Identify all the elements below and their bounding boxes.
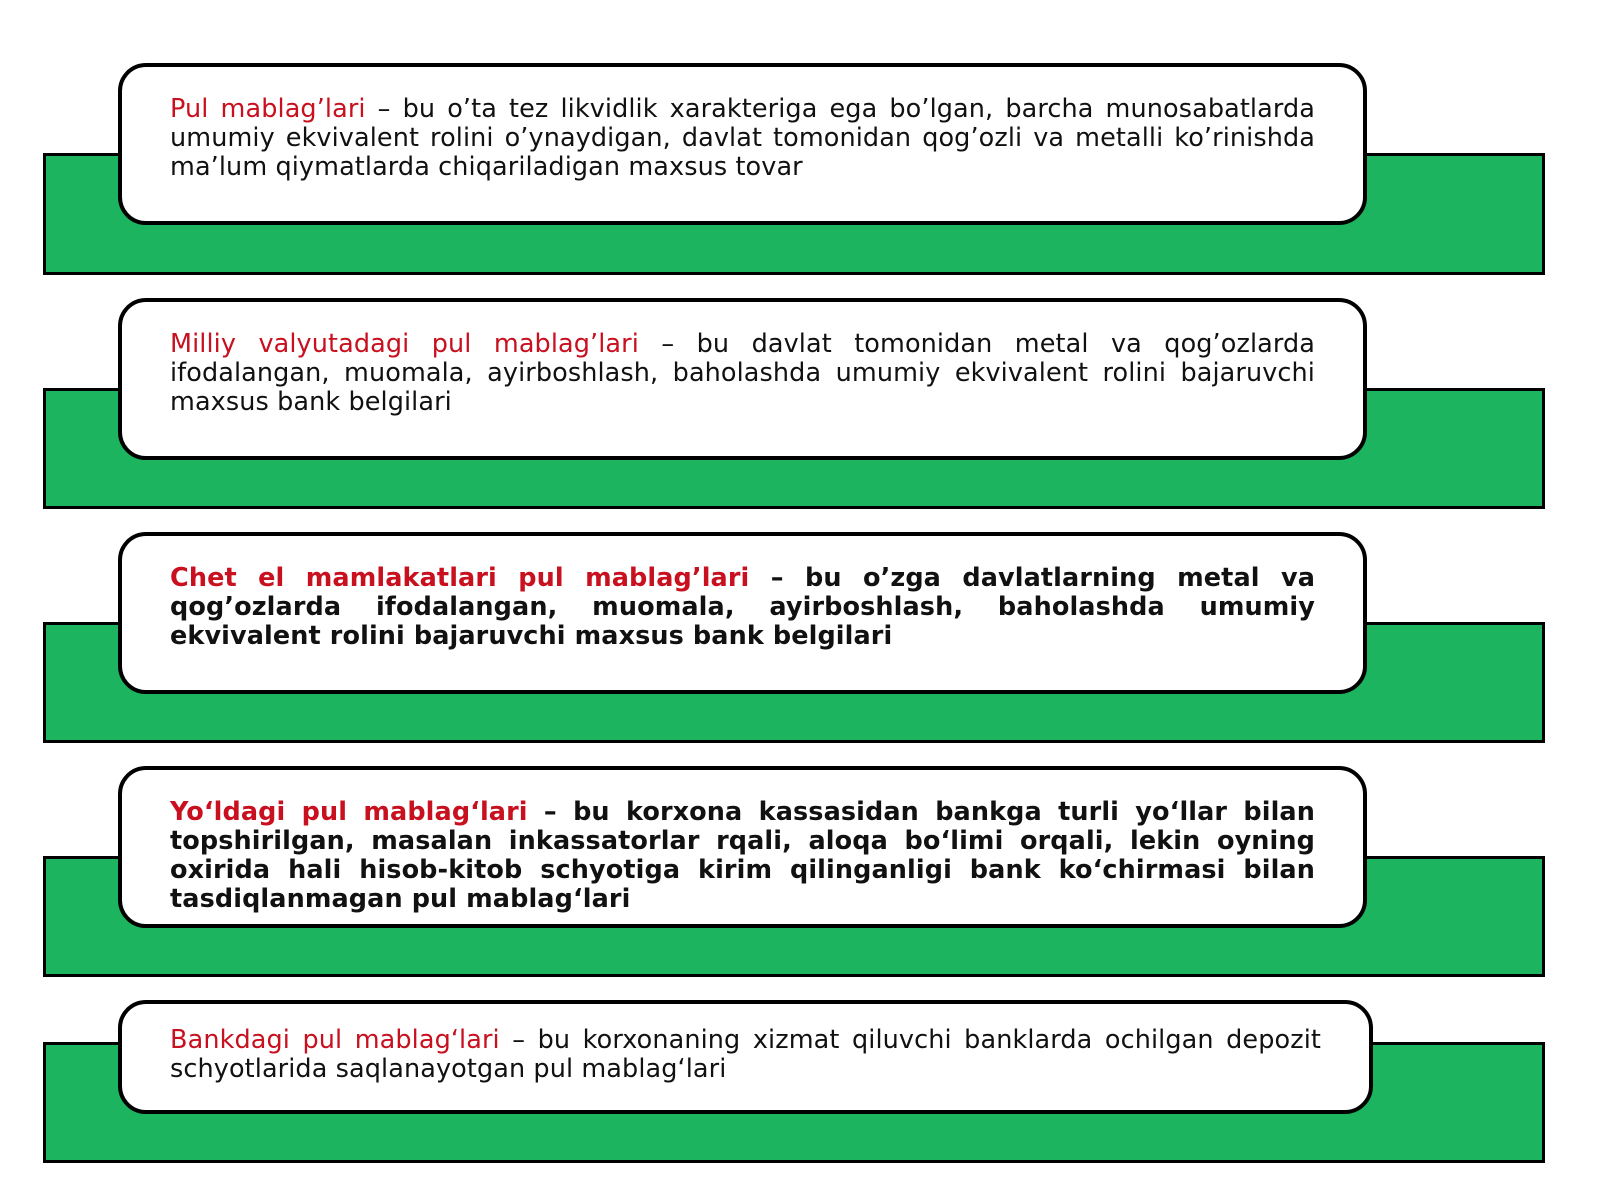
- definition-text-1: [170, 95, 1315, 182]
- definition-card-4: [118, 766, 1367, 928]
- term-3: Chet el mamlakatlari pul mablag’lari: [170, 563, 750, 593]
- definition-2: – bu davlat tomonidan metal va qog’ozlarda ifodalangan, muomala, ayirboshlash, baholashda umumiy ekvivalent rolini bajaruvchi maxsus bank belgilari: [170, 329, 1316, 417]
- term-2: Milliy valyutadagi pul mablag’lari: [170, 329, 639, 359]
- definition-card-3: [118, 532, 1367, 694]
- term-1: Pul mablag’lari: [170, 94, 366, 124]
- definition-text-3: [170, 564, 1315, 651]
- definition-text-5: [170, 1026, 1321, 1084]
- definition-3: – bu o’zga davlatlarning metal va qog’ozlarda ifodalangan, muomala, ayirboshlash, baholashda umumiy ekvivalent rolini bajaruvchi maxsus bank belgilari: [170, 563, 1316, 651]
- term-5: Bankdagi pul mablag‘lari: [170, 1025, 500, 1055]
- term-4: Yo‘ldagi pul mablag‘lari: [170, 797, 528, 827]
- definition-1: – bu o’ta tez likvidlik xarakteriga ega bo’lgan, barcha munosabatlarda umumiy ekvivalent rolini o’ynaydigan, davlat tomonidan qog’ozli va metalli ko’rinishda ma’lum qiymatlarda chiqariladigan maxsus tovar: [170, 94, 1315, 182]
- definition-text-2: [170, 330, 1315, 417]
- definition-card-1: [118, 63, 1367, 225]
- definition-card-2: [118, 298, 1367, 460]
- definition-5: – bu korxonaning xizmat qiluvchi banklarda ochilgan depozit schyotlarida saqlanayotgan pul mablag‘lari: [170, 1025, 1321, 1084]
- definition-4: – bu korxona kassasidan bankga turli yo‘llar bilan topshirilgan, masalan inkassatorlar rqali, aloqa bo‘limi orqali, lekin oyning oxirida hali hisob-kitob schyotiga kirim qilinganligi bank ko‘chirmasi bilan tasdiqlanmagan pul mablag‘lari: [170, 797, 1315, 914]
- definition-text-4: [170, 798, 1315, 914]
- definition-card-5: [118, 1000, 1373, 1114]
